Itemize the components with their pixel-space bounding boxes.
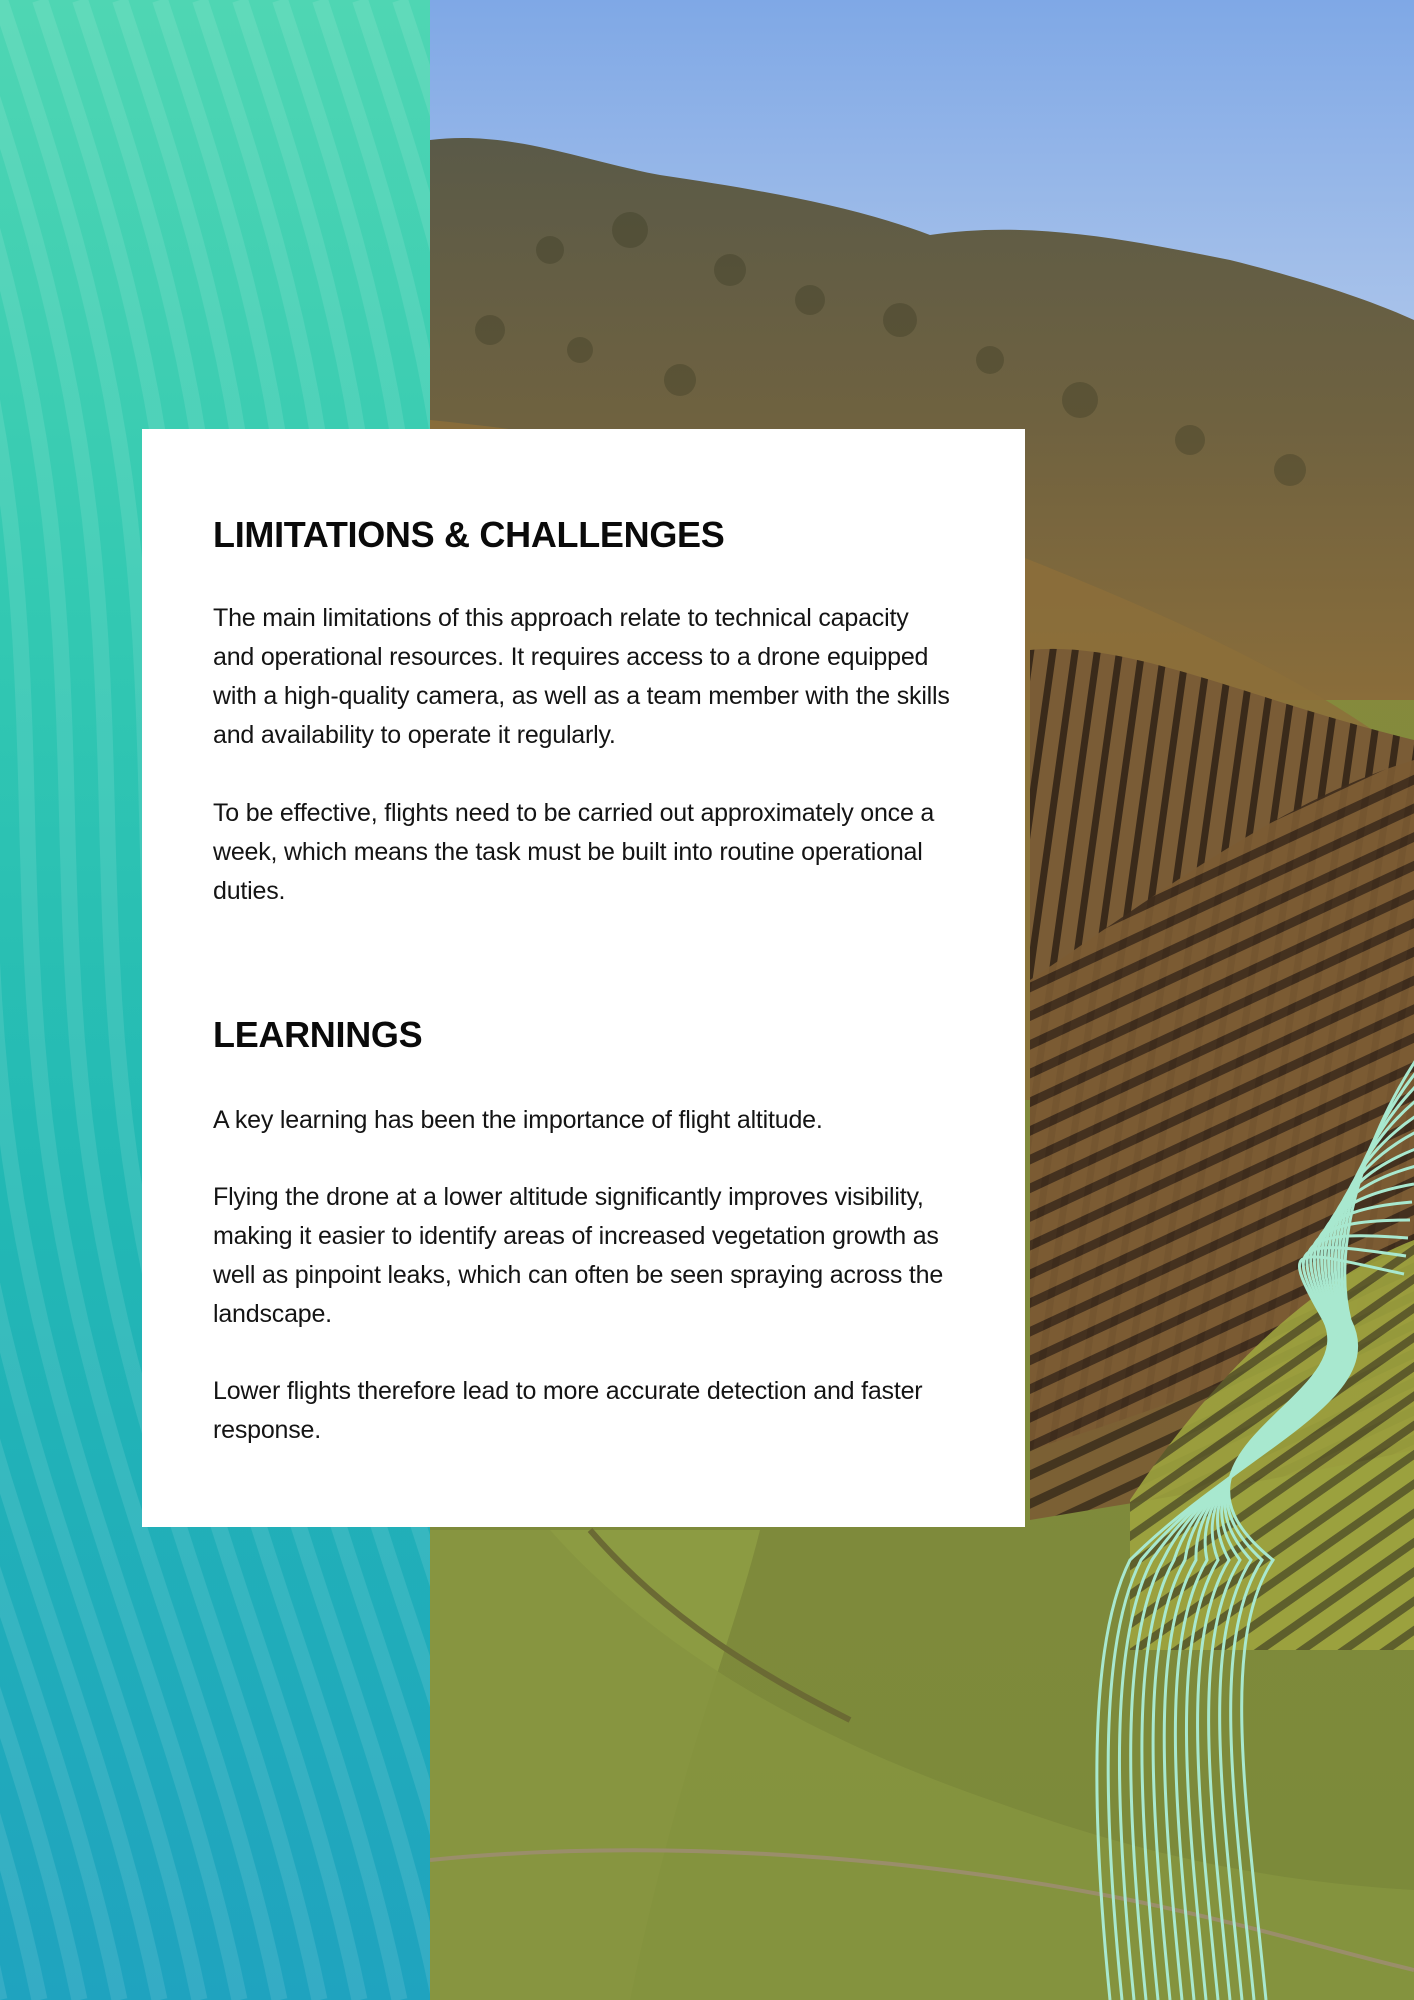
paragraph-learnings-1: A key learning has been the importance of flight altitude. (213, 1106, 823, 1134)
content-card (142, 429, 1025, 1527)
paragraph-limitations-1: The main limitations of this approach relate to technical capacity and operational resources. It requires access to a drone equipped with a high-quality camera, as well as a team member with the skills and availability to operate it regularly. (213, 604, 950, 749)
paragraph-limitations-2: To be effective, flights need to be carried out approximately once a week, which means the task must be built into routine operational duties. (213, 799, 935, 905)
section-heading-limitations: LIMITATIONS & CHALLENGES (213, 514, 725, 555)
paragraph-learnings-2: Flying the drone at a lower altitude significantly improves visibility, making it easier to identify areas of increased vegetation growth as well as pinpoint leaks, which can often be seen spraying across the landscape. (213, 1183, 944, 1328)
paragraph-learnings-3: Lower flights therefore lead to more accurate detection and faster response. (213, 1377, 923, 1444)
section-heading-learnings: LEARNINGS (213, 1014, 423, 1055)
